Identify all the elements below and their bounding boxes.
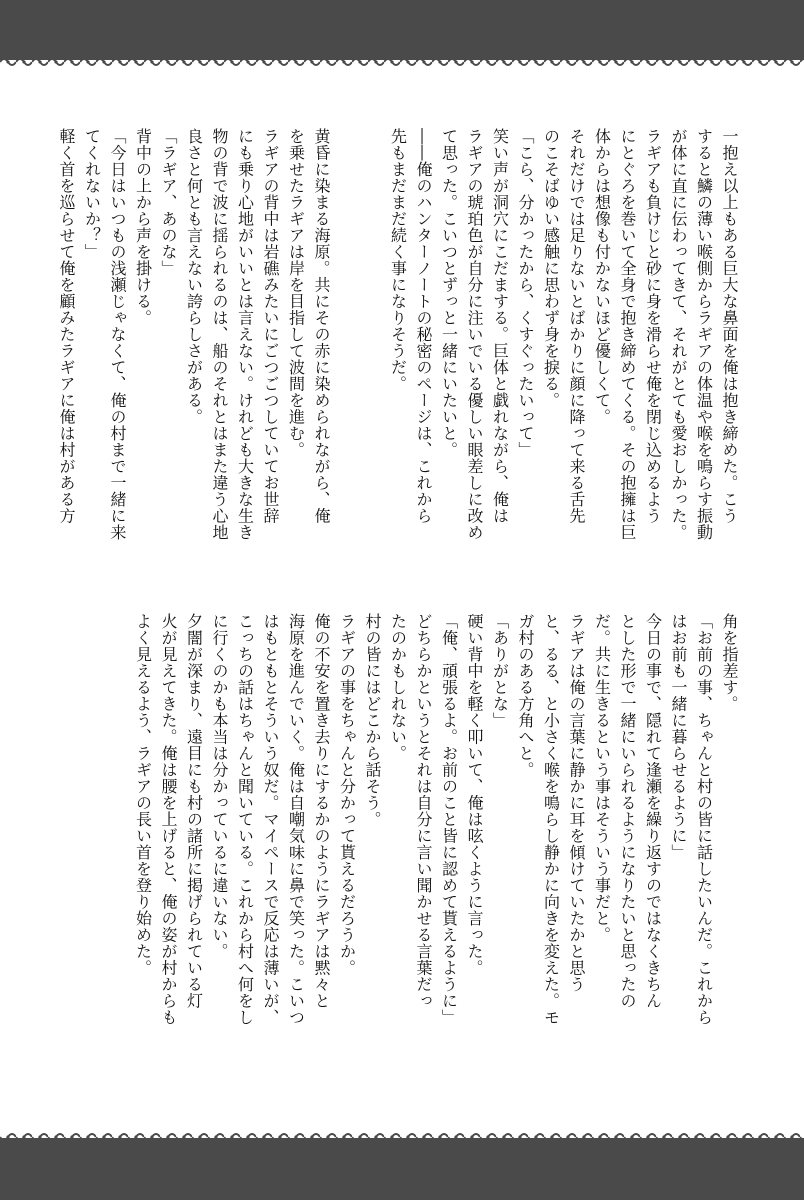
text-line: にも乗り心地がいいとは言えない。けれども大きな生き (235, 128, 255, 541)
text-line: 火が見えてきた。俺は腰を上げると、俺の姿が村からも (159, 613, 178, 1026)
text-line: ガ村のある方角へと。 (516, 613, 535, 778)
text-line: ラギアの事をちゃんと分かって貰えるだろうか。 (337, 613, 357, 976)
text-line: と、るる、と小さく喉を鳴らし静かに向きを変えた。モ (541, 613, 561, 1026)
text-line: たのかもしれない。 (388, 613, 408, 762)
text-line: 笑い声が洞穴にこだまする。巨体と戯れながら、俺は (490, 128, 510, 524)
text-line (334, 128, 360, 558)
text-line: ラギアは俺の言葉に静かに耳を傾けていたかと思う (567, 613, 586, 993)
bottom-border-band (0, 1138, 804, 1200)
text-line: 物の背で波に揺られるのは、船のそれとはまた違う心地 (210, 128, 229, 541)
text-line: はお前も一緒に暮らせるように」 (669, 613, 688, 861)
text-line: 一抱え以上もある巨大な鼻面を俺は抱き締めた。こう (720, 128, 739, 524)
text-line: 軽く首を巡らせて俺を顧みたラギアに俺は村がある方 (57, 128, 76, 524)
text-line: 背中の上から声を掛ける。 (133, 128, 153, 326)
text-line: 夕闇が深まり、遠目にも村の諸所に掲げられている灯 (184, 613, 204, 1009)
text-line: て思った。こいつとずっと一緒にいたいと。 (439, 128, 459, 458)
text-line: すると鱗の薄い喉側からラギアの体温や喉を鳴らす振動 (694, 128, 714, 541)
text-line: 「今日はいつもの浅瀬じゃなくて、俺の村まで一緒に来 (108, 128, 127, 541)
text-line: に行くのかも本当は分かっているに違いない。 (210, 613, 229, 960)
text-line: 村の皆にはどこから話そう。 (363, 613, 382, 828)
text-line: とした形で一緒にいられるようになりたいと思ったの (618, 613, 637, 1009)
text-line: こっちの話はちゃんと聞いている。これから村へ何をし (235, 613, 255, 1026)
text-line: のこそばゆい感触に思わず身を捩る。 (541, 128, 561, 409)
upper-text-block (54, 128, 743, 558)
text-line: 硬い背中を軽く叩いて、俺は呟くように言った。 (465, 613, 484, 976)
text-line: ラギアも負けじと砂に身を滑らせ俺を閉じ込めるよう (643, 128, 663, 524)
text-line: 俺の不安を置き去りにするかのようにラギアは黙々と (312, 613, 331, 1009)
text-line: にとぐろを巻いて全身で抱き締めてくる。その抱擁は巨 (618, 128, 637, 541)
text-line: だ。共に生きるという事はそういう事だと。 (592, 613, 612, 943)
text-line: 角を指差す。 (720, 613, 739, 712)
text-line: 先もまだまだ続く事になりそうだ。 (388, 128, 408, 392)
text-line (360, 128, 386, 558)
lower-text-block (130, 613, 742, 1043)
text-line: 「こら、分かったから、くすぐったいって」 (516, 128, 535, 458)
text-line: 「ありがとな」 (490, 613, 510, 729)
text-line: ――俺のハンターノートの秘密のページは、これから (414, 128, 433, 524)
text-line: 「お前の事、ちゃんと村の皆に話したいんだ。これから (694, 613, 714, 1026)
text-line: どちらかというとそれは自分に言い聞かせる言葉だっ (414, 613, 433, 1009)
text-line: それだけでは足りないとばかりに顔に降って来る舌先 (567, 128, 586, 524)
text-line: 体からは想像も付かないほど優しくて。 (592, 128, 612, 425)
top-border-band (0, 0, 804, 60)
text-line: 良さと何とも言えない誇らしさがある。 (184, 128, 204, 425)
text-line: 黄昏に染まる海原。共にその赤に染められながら、俺 (312, 128, 331, 524)
text-line: ラギアの琥珀色が自分に注いでいる優しい眼差しに改め (465, 128, 484, 541)
text-line: てくれないか？」 (82, 128, 102, 260)
text-line: を乗せたラギアは岸を目指して波間を進む。 (286, 128, 306, 458)
text-line: 「ラギア、あのな」 (159, 128, 178, 277)
top-lace-border (0, 56, 804, 68)
text-line: が体に直に伝わってきて、それがとても愛おしかった。 (669, 128, 688, 541)
text-line: ラギアの背中は岩礁みたいにごつごつしていてお世辞 (261, 128, 280, 524)
text-line: 海原を進んでいく。俺は自嘲気味に鼻で笑った。こいつ (286, 613, 306, 1026)
text-line: 今日の事で、隠れて逢瀬を繰り返すのではなくきちん (643, 613, 663, 1009)
text-line: はもともとそういう奴だ。マイペースで反応は薄いが、 (261, 613, 280, 1026)
text-line: 「俺、頑張るよ。お前のこと皆に認めて貰えるように」 (439, 613, 459, 1026)
text-line: よく見えるよう、ラギアの長い首を登り始めた。 (133, 613, 153, 976)
